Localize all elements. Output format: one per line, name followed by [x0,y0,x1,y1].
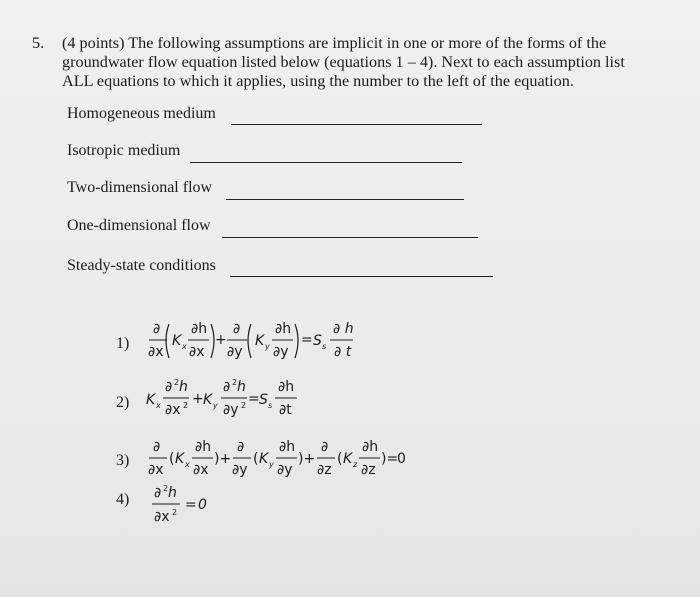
svg-text:=: = [301,332,313,348]
svg-text:∂z: ∂z [361,462,376,478]
equation-3 [145,436,415,484]
svg-text:∂x: ∂x [148,462,164,478]
svg-text:K: K [175,451,185,467]
svg-text:0: 0 [198,497,207,513]
svg-text:∂: ∂ [153,439,161,455]
svg-text:S: S [259,392,268,408]
equation-4 [150,482,230,530]
svg-text:∂y: ∂y [223,402,239,418]
svg-text:+: + [192,391,204,407]
svg-text:∂y: ∂y [227,344,243,360]
svg-text:s: s [268,401,273,410]
svg-text:0: 0 [397,451,406,467]
svg-text:2: 2 [232,378,238,387]
question-line-2: groundwater flow equation listed below (equations 1 – 4). Next to each assumption list [62,53,625,71]
svg-text:=: = [185,497,197,513]
svg-text:2: 2 [183,401,189,410]
question-number: 5. [32,34,45,52]
svg-text:h: h [237,379,246,395]
svg-text:∂: ∂ [233,321,241,337]
svg-text:∂x: ∂x [165,402,181,418]
svg-text:2: 2 [241,401,247,410]
svg-text:∂h: ∂h [275,321,292,337]
svg-text:∂y: ∂y [232,462,248,478]
svg-text:∂h: ∂h [195,439,212,455]
svg-text:∂h: ∂h [362,439,379,455]
equation-2-label: 2) [116,394,130,411]
svg-text:2: 2 [174,378,180,387]
svg-text:∂: ∂ [154,485,162,501]
assumption-isotropic-answer-line[interactable] [190,162,462,163]
assumption-two-dimensional-label: Two-dimensional flow [67,179,213,196]
assumption-steady-state-label: Steady-state conditions [67,257,216,274]
svg-text:K: K [203,392,213,408]
svg-text:s: s [322,342,327,351]
svg-text:K: K [172,333,182,349]
svg-text:2: 2 [172,508,178,517]
svg-text:x: x [156,401,161,410]
svg-text:∂x: ∂x [193,462,209,478]
equation-2 [145,376,315,424]
svg-text:y: y [269,460,274,469]
svg-text:h: h [179,379,188,395]
assumption-one-dimensional-answer-line[interactable] [222,237,478,238]
svg-text:y: y [265,342,270,351]
svg-text:z: z [353,460,358,469]
svg-text:∂: ∂ [321,439,329,455]
svg-text:∂ h: ∂ h [333,321,354,337]
svg-text:h: h [168,485,177,501]
svg-text:K: K [343,451,353,467]
svg-text:(: ( [253,451,259,467]
svg-text:+: + [215,332,227,348]
svg-text:)+: )+ [298,451,316,467]
svg-text:∂: ∂ [165,379,173,395]
equation-4-label: 4) [116,491,130,508]
svg-text:∂y: ∂y [277,462,293,478]
assumption-homogeneous-label: Homogeneous medium [67,105,216,122]
svg-text:y: y [213,401,218,410]
svg-text:=: = [248,391,260,407]
svg-text:(: ( [337,451,343,467]
svg-text:)+: )+ [214,451,232,467]
svg-text:K: K [259,451,269,467]
svg-text:(: ( [169,451,175,467]
equation-1-label: 1) [116,335,130,352]
svg-text:∂y: ∂y [273,344,289,360]
svg-text:x: x [182,342,187,351]
equation-3-label: 3) [116,452,130,469]
question-line-3: ALL equations to which it applies, using the number to the left of the equation. [62,72,574,90]
svg-text:∂x: ∂x [148,344,164,360]
question-line-1: (4 points) The following assumptions are implicit in one or more of the forms of the [62,34,607,52]
equation-1 [145,318,375,366]
assumption-steady-state-answer-line[interactable] [230,276,493,277]
svg-text:K: K [255,333,265,349]
svg-text:∂ t: ∂ t [334,344,352,360]
assumption-one-dimensional-label: One-dimensional flow [67,217,211,234]
svg-text:2: 2 [163,484,169,493]
svg-text:∂h: ∂h [191,321,208,337]
svg-text:∂: ∂ [223,379,231,395]
assumption-isotropic-label: Isotropic medium [67,142,181,159]
svg-text:∂x: ∂x [189,344,205,360]
svg-text:∂x: ∂x [154,509,170,525]
svg-text:K: K [146,392,156,408]
svg-text:∂h: ∂h [279,439,296,455]
assumption-two-dimensional-answer-line[interactable] [226,199,464,200]
svg-text:∂h: ∂h [278,379,295,395]
svg-text:x: x [185,460,190,469]
svg-text:∂t: ∂t [279,402,292,418]
svg-text:)=: )= [381,451,399,467]
svg-text:∂z: ∂z [317,462,332,478]
svg-text:∂: ∂ [237,439,245,455]
assumption-homogeneous-answer-line[interactable] [231,124,482,125]
svg-text:∂: ∂ [153,321,161,337]
svg-text:S: S [313,333,322,349]
